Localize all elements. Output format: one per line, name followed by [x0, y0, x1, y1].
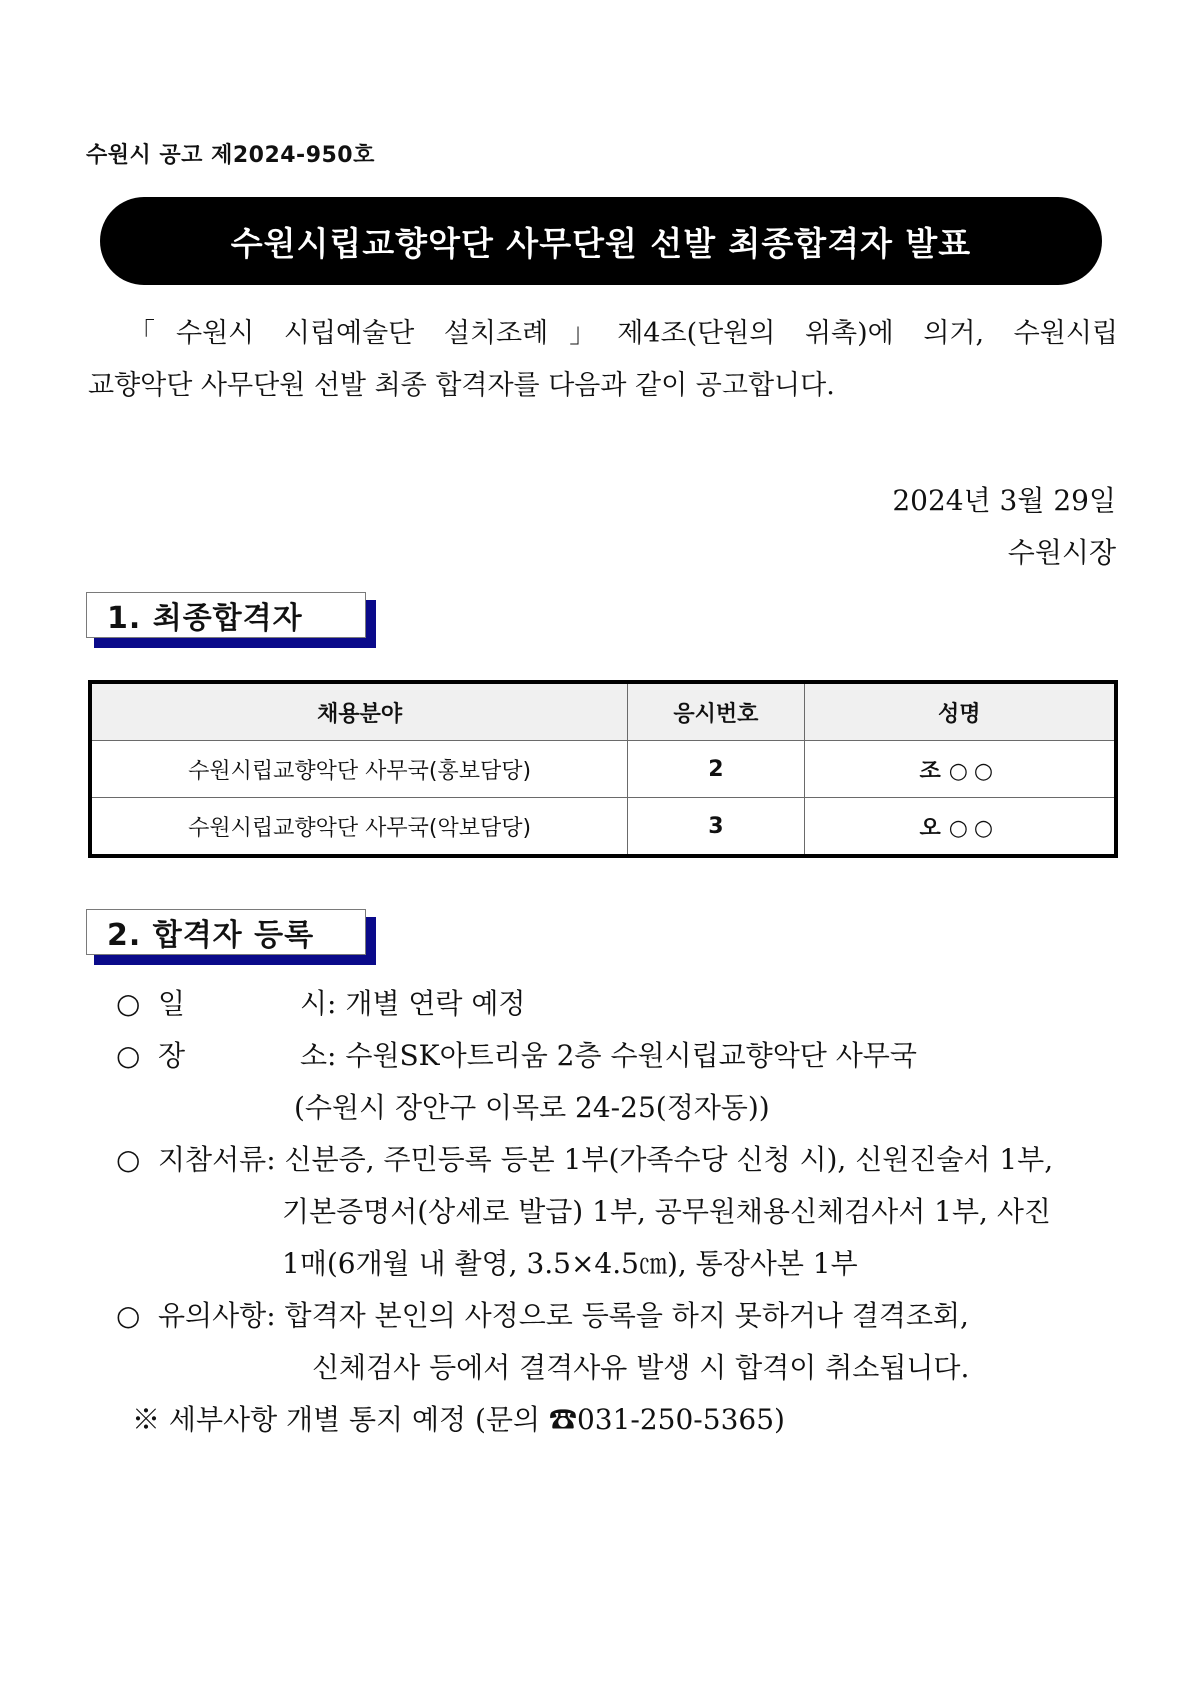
title-banner — [100, 197, 1102, 285]
column-header-name: 성명 — [804, 682, 1116, 741]
section-1-title: 1. 최종합격자 — [107, 601, 303, 636]
place-label-b: 소: — [300, 1039, 337, 1072]
circle-bullet-icon: ○ — [116, 1299, 141, 1332]
place-label-a: 장 — [158, 1039, 186, 1072]
cell-exam-number: 2 — [628, 741, 804, 798]
cell-name — [804, 741, 1116, 798]
intro-line-1: 「수원시 시립예술단 설치조례」제4조(단원의 위촉)에 의거, 수원시립 — [128, 318, 1118, 349]
circle-bullet-icon: ○ — [116, 1143, 141, 1176]
circle-bullet-icon: ○ — [116, 1039, 141, 1072]
caution-label: 유의사항: — [158, 1299, 276, 1332]
masked-name: ○○ — [948, 758, 1000, 784]
table-header-row — [90, 682, 1116, 741]
schedule-label-a: 일 — [158, 987, 186, 1020]
cell-field: 수원시립교향악단 사무국(홍보담당) — [90, 741, 628, 798]
contact-note — [116, 1394, 1121, 1446]
surname: 오 — [919, 815, 941, 841]
place-value: 수원SK아트리움 2층 수원시립교향악단 사무국 — [345, 1039, 917, 1072]
place-address: (수원시 장안구 이목로 24-25(정자동)) — [294, 1091, 770, 1124]
column-header-exam-number: 응시번호 — [628, 682, 804, 741]
phone-icon: ☎ — [548, 1403, 577, 1436]
caution-line-1: 합격자 본인의 사정으로 등록을 하지 못하거나 결격조회, — [284, 1299, 969, 1332]
intro-line-2: 교향악단 사무단원 선발 최종 합격자를 다음과 같이 공고합니다. — [88, 370, 835, 401]
documents-line-1: 신분증, 주민등록 등본 1부(가족수당 신청 시), 신원진술서 1부, — [284, 1143, 1054, 1176]
documents-item — [116, 1134, 1121, 1186]
signature-block — [892, 475, 1116, 579]
table-row — [90, 741, 1116, 798]
intro-paragraph — [88, 308, 1118, 412]
cell-name — [804, 798, 1116, 857]
reference-mark-icon: ※ — [132, 1403, 161, 1436]
documents-line-2: 기본증명서(상세로 발급) 1부, 공무원채용신체검사서 1부, 사진 — [282, 1195, 1051, 1228]
place-item — [116, 1030, 1121, 1082]
announcement-date: 2024년 3월 29일 — [892, 484, 1116, 517]
circle-bullet-icon: ○ — [116, 987, 141, 1020]
contact-phone: 031-250-5365) — [576, 1403, 785, 1436]
document-title: 수원시립교향악단 사무단원 선발 최종합격자 발표 — [230, 223, 972, 263]
masked-name: ○○ — [948, 815, 1000, 841]
caution-line-2: 신체검사 등에서 결격사유 발생 시 합격이 취소됩니다. — [312, 1351, 970, 1384]
cell-field: 수원시립교향악단 사무국(악보담당) — [90, 798, 628, 857]
documents-label: 지참서류: — [158, 1143, 276, 1176]
section-2-heading — [86, 909, 368, 957]
surname: 조 — [919, 758, 941, 784]
final-results-table — [88, 680, 1118, 858]
schedule-item — [116, 978, 1121, 1030]
column-header-field: 채용분야 — [90, 682, 628, 741]
table-row — [90, 798, 1116, 857]
registration-details — [116, 978, 1121, 1446]
schedule-label-b: 시: — [300, 987, 337, 1020]
heading-box — [86, 909, 366, 955]
note-text: 세부사항 개별 통지 예정 (문의 — [168, 1403, 541, 1436]
documents-line-3: 1매(6개월 내 촬영, 3.5×4.5㎝), 통장사본 1부 — [282, 1247, 858, 1280]
section-1-heading — [86, 592, 368, 640]
schedule-value: 개별 연락 예정 — [345, 987, 526, 1020]
heading-box — [86, 592, 366, 638]
cell-exam-number: 3 — [628, 798, 804, 857]
notice-number: 수원시 공고 제2024-950호 — [86, 143, 375, 168]
caution-item — [116, 1290, 1121, 1342]
section-2-title: 2. 합격자 등록 — [107, 918, 315, 953]
issuer: 수원시장 — [1007, 536, 1116, 569]
